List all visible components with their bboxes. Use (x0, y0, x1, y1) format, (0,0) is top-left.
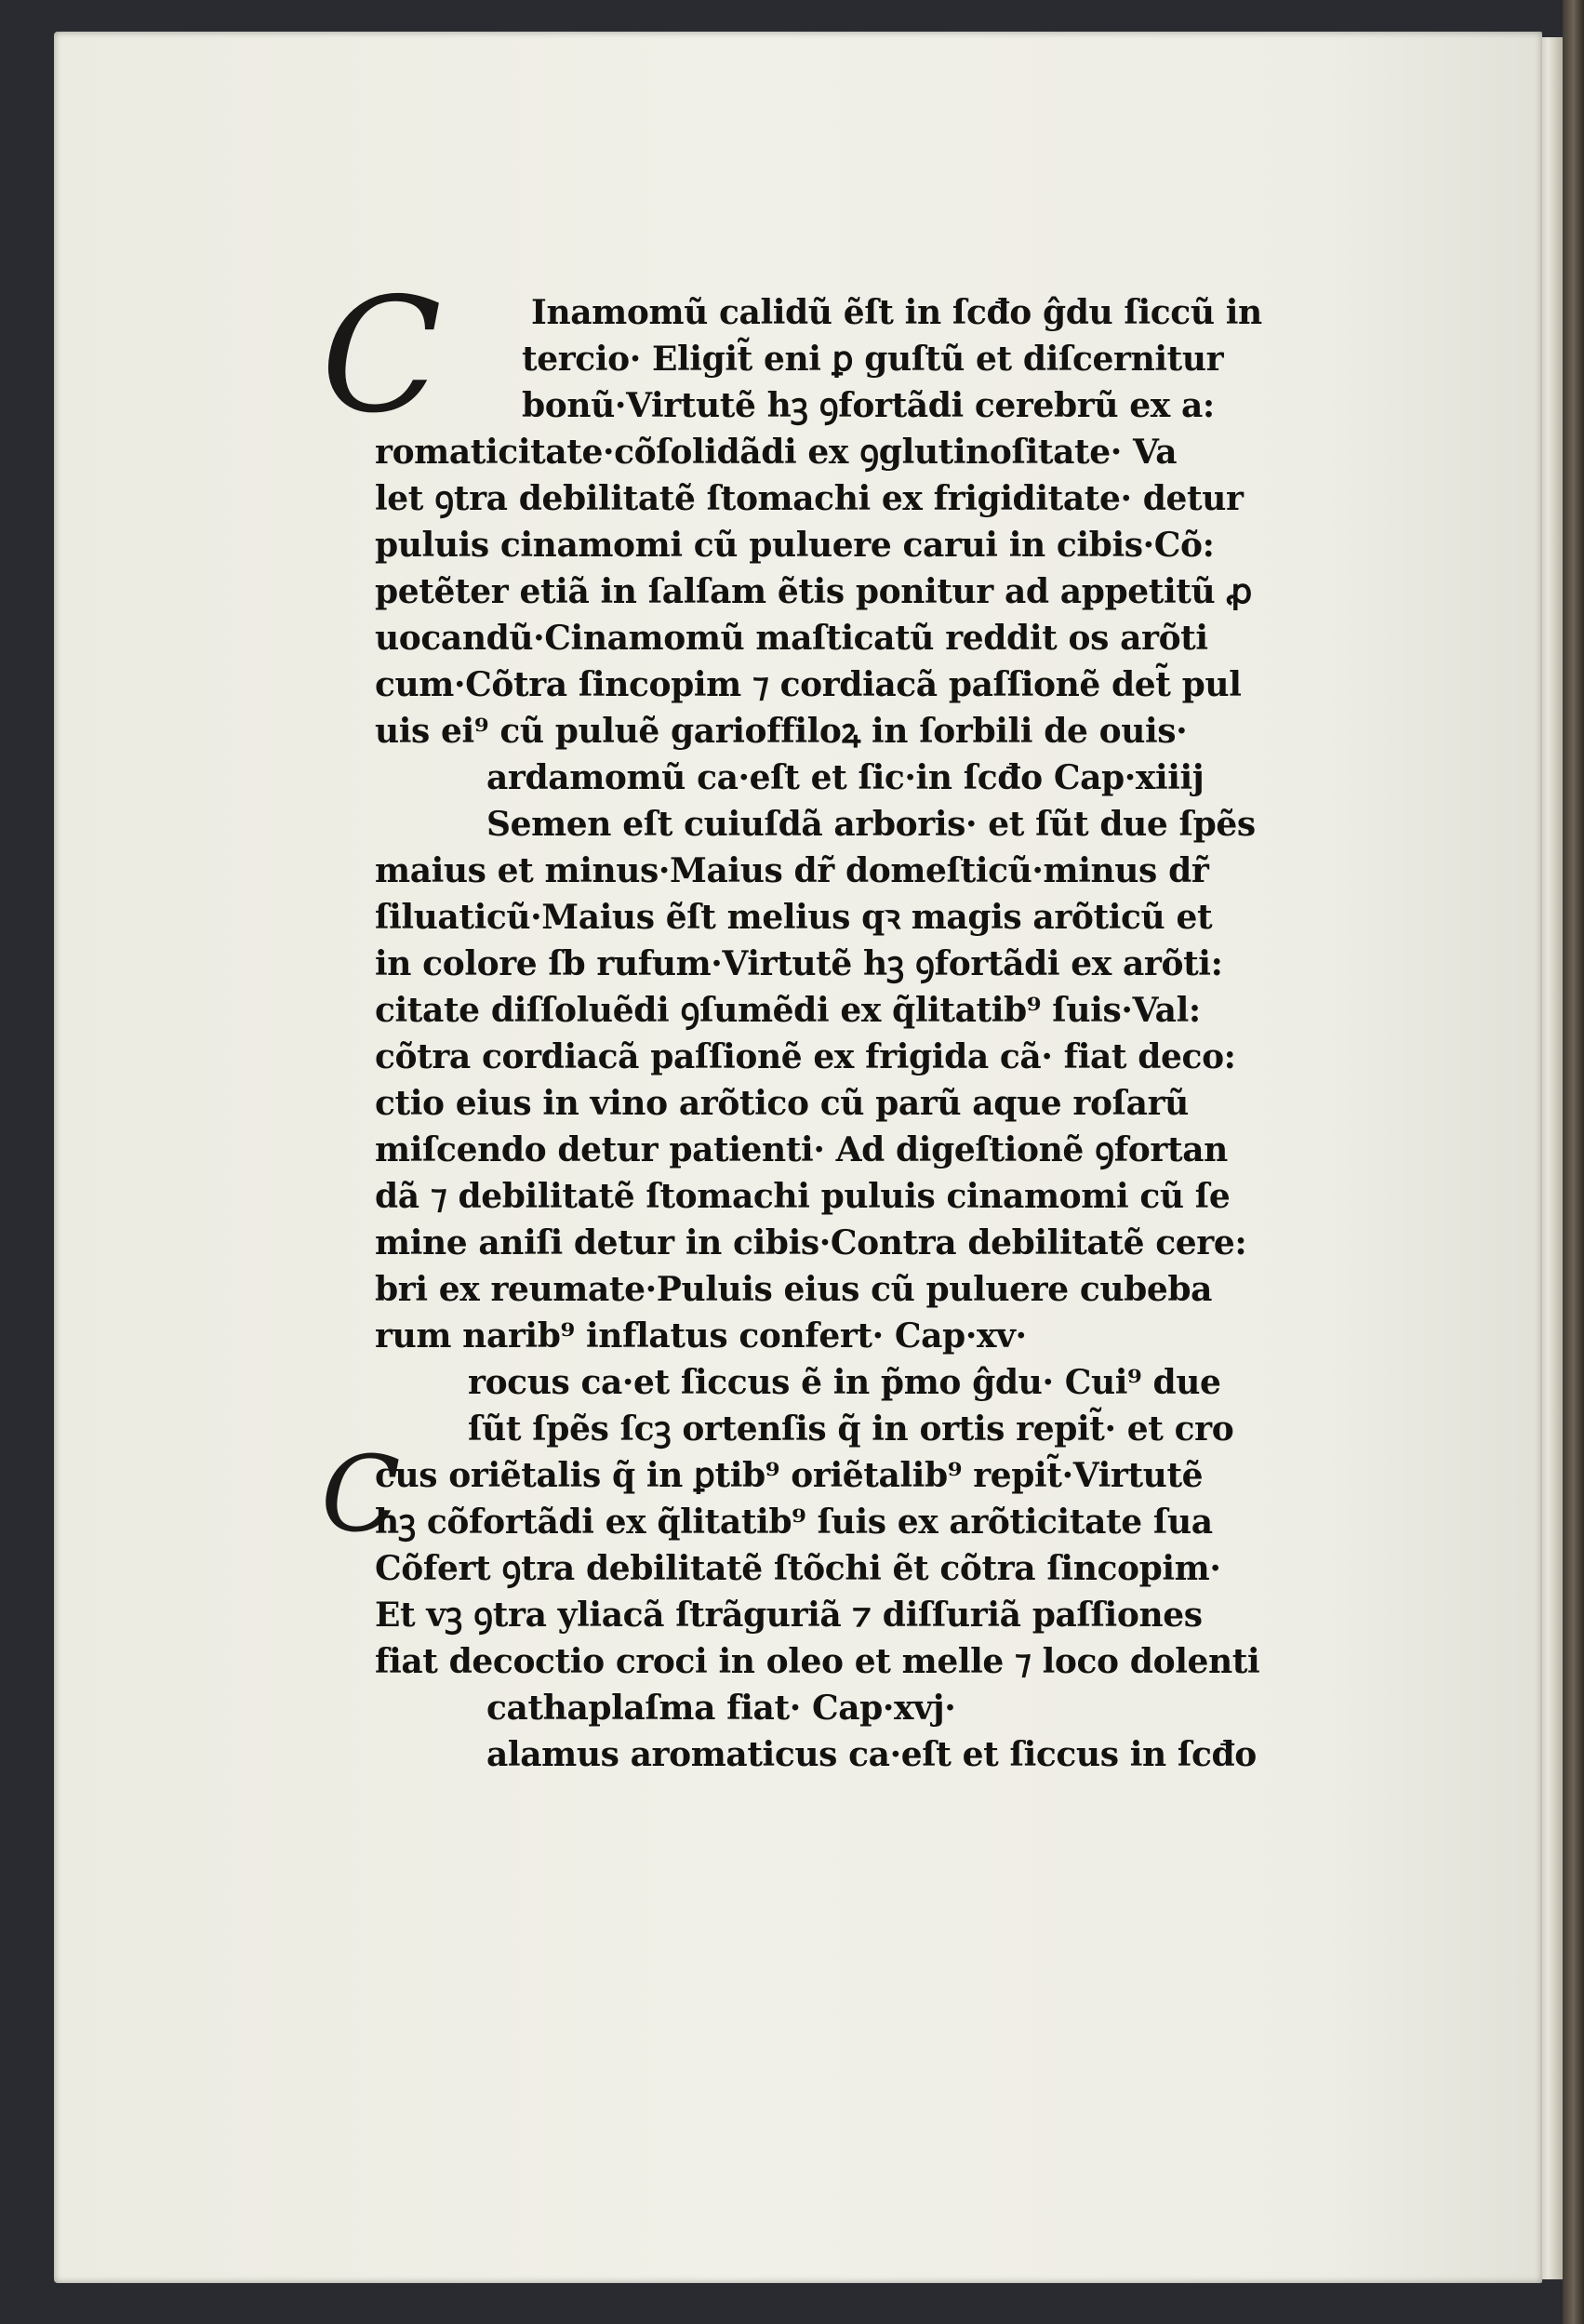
text-line-14: ſiluaticũ·Maius ẽſt melius qꝛ magis arõticũ et (375, 898, 1213, 937)
text-line-8: uocandũ·Cinamomũ maſticatũ reddit os arõti (375, 619, 1208, 658)
text-line-18: ctio eius in vino arõtico cũ parũ aque roſarũ (375, 1084, 1189, 1123)
text-line-12: Semen eſt cuiuſdã arboris· et ſũt due ſpẽs (486, 805, 1256, 844)
chapter-heading-xiiij: ardamomũ ca·eſt et ſic·in ſcđo Cap·xiiij (486, 758, 1205, 797)
text-line-19: miſcendo detur patienti· Ad digeſtionẽ ꝯfortan (375, 1130, 1228, 1169)
manuscript-page (54, 32, 1542, 2283)
text-line-30: fiat decoctio croci in oleo et melle ⁊ loco dolenti (375, 1642, 1260, 1681)
text-line-6: puluis cinamomi cũ puluere carui in cibis·Cõ: (375, 526, 1215, 565)
initial-letter-crocus: C (321, 1435, 401, 1556)
text-line-16: citate diſſoluẽdi ꝯſumẽdi ex q̃litatib⁹ ſuis·Val: (375, 991, 1201, 1030)
text-line-5: let ꝯtra debilitatẽ ſtomachi ex frigiditate· detur (375, 479, 1244, 518)
text-line-24: rocus ca·et ſiccus ẽ in p̃mo ĝdu· Cui⁹ due (468, 1363, 1221, 1402)
text-line-29: Et vꝫ ꝯtra yliacã ſtrãguriã ⁊ diſſuriã paſſiones (375, 1596, 1203, 1635)
text-line-7: petẽter etiã in ſalſam ẽtis ponitur ad appetitũ ꝓ (375, 572, 1252, 611)
text-line-1: Inamomũ calidũ ẽſt in ſcđo ĝdu ſiccũ in (531, 293, 1262, 332)
book-spine (1563, 0, 1584, 2324)
text-line-28: Cõfert ꝯtra debilitatẽ ſtõchi ẽt cõtra ſincopim· (375, 1549, 1221, 1588)
text-line-10: uis ei⁹ cũ puluẽ garioffiloꝝ in ſorbili de ouis· (375, 712, 1188, 751)
chapter-heading-xvj: cathaplaſma fiat· Cap·xvj· (486, 1689, 956, 1728)
text-line-21: mine aniſi detur in cibis·Contra debilitatẽ cere: (375, 1223, 1247, 1262)
text-line-20: dã ⁊ debilitatẽ ſtomachi puluis cinamomi cũ ſe (375, 1177, 1231, 1216)
text-line-32: alamus aromaticus ca·eſt et ſiccus in ſcđo (486, 1735, 1257, 1774)
text-line-15: in colore ſb rufum·Virtutẽ hꝫ ꝯfortãdi ex arõti: (375, 944, 1223, 983)
text-line-9: cum·Cõtra ſincopim ⁊ cordiacã paſſionẽ det̃ pul (375, 665, 1242, 704)
text-line-26: cus oriẽtalis q̃ in ꝑtib⁹ oriẽtalib⁹ repit̃·Virtutẽ (375, 1456, 1204, 1495)
text-line-25: ſũt ſpẽs ſcꝫ ortenſis q̃ in ortis repit̃· et cro (468, 1409, 1234, 1449)
chapter-heading-xv: rum narib⁹ inflatus confert· Cap·xv· (375, 1316, 1027, 1356)
text-line-27: hꝫ cõfortãdi ex q̃litatib⁹ ſuis ex arõticitate ſua (375, 1503, 1213, 1542)
text-line-4: romaticitate·cõſolidãdi ex ꝯglutinoſitate· Va (375, 433, 1178, 472)
text-line-22: bri ex reumate·Puluis eius cũ puluere cubeba (375, 1270, 1213, 1309)
text-line-17: cõtra cordiacã paſſionẽ ex frigida cã· fiat deco: (375, 1037, 1236, 1076)
text-line-13: maius et minus·Maius dr̃ domeſticũ·minus dr̃ (375, 851, 1209, 890)
initial-letter-cinnamon: C (321, 264, 443, 448)
text-line-3: bonũ·Virtutẽ hꝫ ꝯfortãdi cerebrũ ex a: (522, 386, 1215, 425)
text-line-2: tercio· Eligit̃ eni ꝑ guſtũ et diſcernitur (522, 340, 1224, 379)
